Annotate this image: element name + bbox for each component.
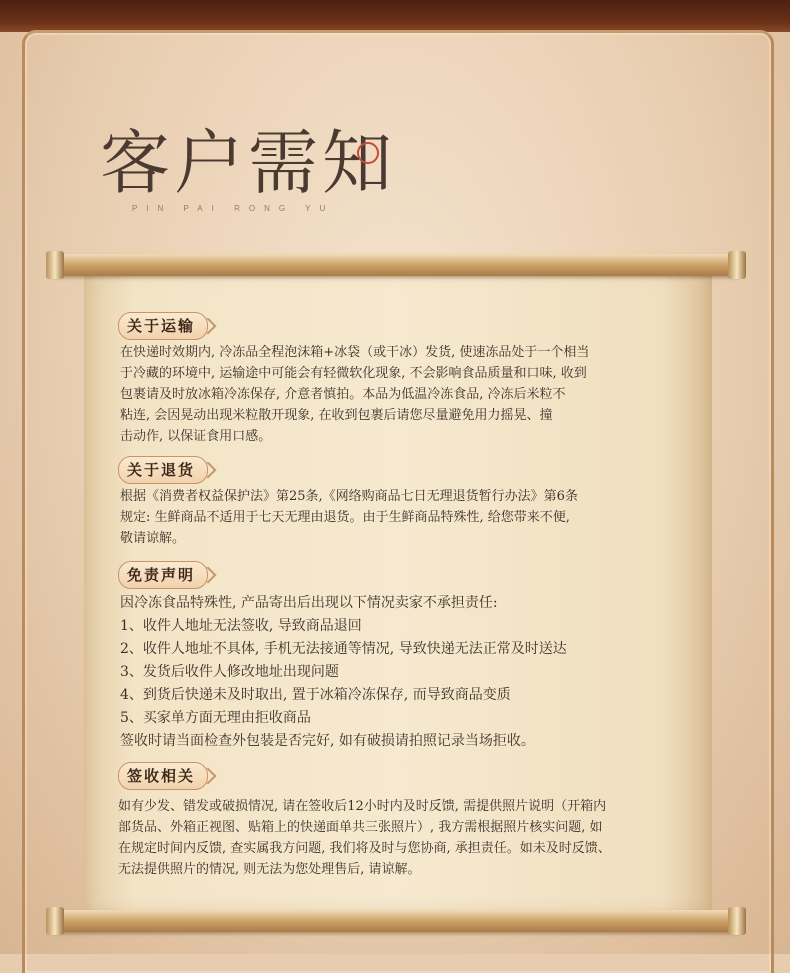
text-line: 根据《消费者权益保护法》第25条,《网络购商品七日无理退货暂行办法》第6条 — [120, 489, 578, 504]
text-line: 规定: 生鲜商品不适用于七天无理由退货。由于生鲜商品特殊性, 给您带来不便, — [120, 510, 570, 525]
list-item: 4、到货后快递未及时取出, 置于冰箱冷冻保存, 而导致商品变质 — [120, 687, 511, 703]
list-item: 1、收件人地址无法签收, 导致商品退回 — [120, 618, 362, 634]
page-subtitle: PIN PAI RONG YU — [132, 204, 335, 213]
text-line: 粘连, 会因晃动出现米粒散开现象, 在收到包裹后请您尽量避免用力摇晃、撞 — [120, 408, 553, 423]
section-heading-shipping: 关于运输 — [118, 312, 208, 340]
rod-cap-left — [46, 907, 64, 935]
section-body-receipt — [118, 796, 708, 880]
section-body-disclaimer — [120, 592, 710, 753]
rod-cap-right — [728, 907, 746, 935]
section-heading-returns: 关于退货 — [118, 456, 208, 484]
section-heading-disclaimer: 免责声明 — [118, 561, 208, 589]
text-line: 包裹请及时放冰箱冷冻保存, 介意者慎拍。本品为低温冷冻食品, 冷冻后米粒不 — [120, 387, 566, 402]
scroll-rod-bottom — [50, 910, 742, 932]
section-body-shipping — [120, 342, 710, 447]
text-line: 在规定时间内反馈, 查实属我方问题, 我们将及时与您协商, 承担责任。如未及时反馈、 — [118, 841, 611, 856]
list-item: 5、买家单方面无理由拒收商品 — [120, 710, 311, 726]
text-line: 敬请谅解。 — [120, 531, 186, 546]
text-line: 于冷藏的环境中, 运输途中可能会有轻微软化现象, 不会影响食品质量和口味, 收到 — [120, 366, 587, 381]
page-title: 客户需知 — [100, 122, 396, 204]
text-line: 签收时请当面检查外包装是否完好, 如有破损请拍照记录当场拒收。 — [120, 733, 535, 749]
list-item: 2、收件人地址不具体, 手机无法接通等情况, 导致快递无法正常及时送达 — [120, 641, 567, 657]
rod-cap-right — [728, 251, 746, 279]
decorative-circle-icon — [357, 142, 379, 164]
text-line: 无法提供照片的情况, 则无法为您处理售后, 请谅解。 — [118, 862, 421, 877]
text-line: 部货品、外箱正视图、贴箱上的快递面单共三张照片）, 我方需根据照片核实问题, 如 — [118, 820, 603, 835]
text-line: 如有少发、错发或破损情况, 请在签收后12小时内及时反馈, 需提供照片说明（开箱内 — [118, 799, 607, 814]
section-heading-receipt: 签收相关 — [118, 762, 208, 790]
rod-cap-left — [46, 251, 64, 279]
list-item: 3、发货后收件人修改地址出现问题 — [120, 664, 339, 680]
section-body-returns — [120, 486, 710, 549]
top-banner — [0, 0, 790, 32]
scroll-rod-top — [50, 254, 742, 276]
text-line: 击动作, 以保证食用口感。 — [120, 429, 272, 444]
text-line: 因冷冻食品特殊性, 产品寄出后出现以下情况卖家不承担责任: — [120, 595, 498, 611]
text-line: 在快递时效期内, 冷冻品全程泡沫箱+冰袋（或干冰）发货, 使速冻品处于一个相当 — [120, 345, 590, 360]
